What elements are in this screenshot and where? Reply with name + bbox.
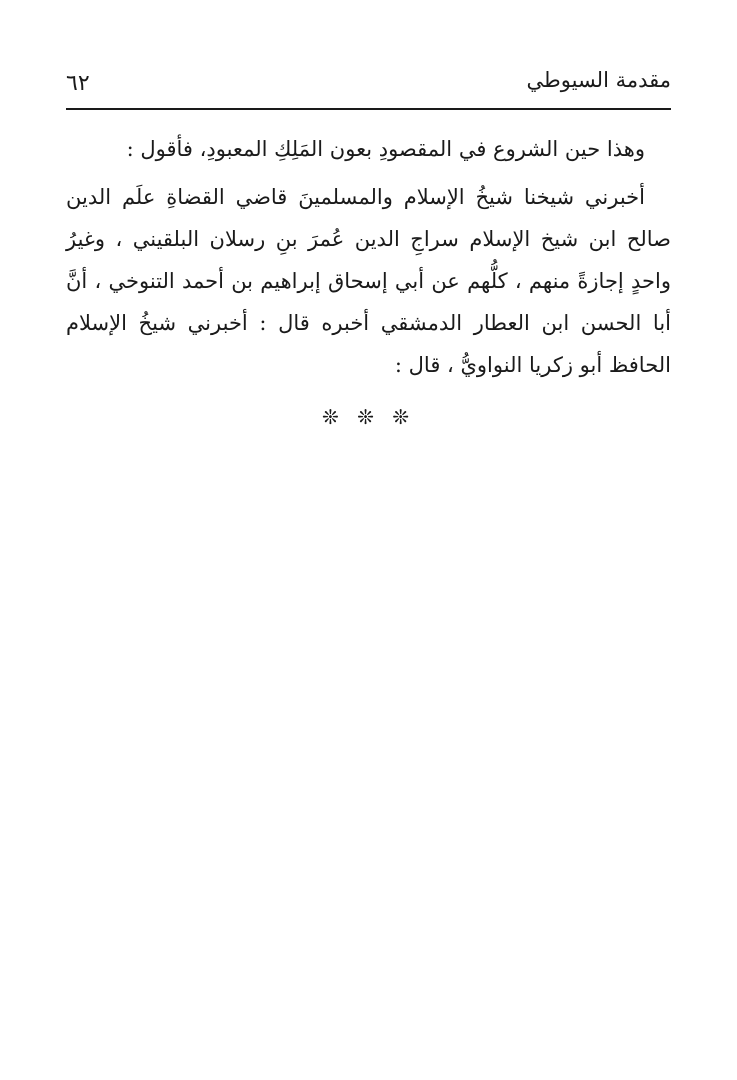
header-rule xyxy=(66,108,671,110)
intro-line: وهذا حين الشروع في المقصودِ بعون المَلِكِ المعبودِ، فأقول : xyxy=(126,137,645,161)
running-header xyxy=(66,60,671,96)
header-title: مقدمة السيوطي xyxy=(526,68,671,92)
body-text xyxy=(66,128,671,386)
page-number: ٦٢ xyxy=(66,71,90,96)
chain-paragraph: أخبرني شيخنا شيخُ الإسلام والمسلمينَ قاضي القضاةِ علَم الدين صالح ابن شيخ الإسلام سراجِ الدين عُمرَ بنِ رسلان البلقيني ، وغيرُ واحدٍ إجازةً منهم ، كلُّهم عن أبي إسحاق إبراهيم بن أحمد التنوخي ، أنَّ أبا الحسن ابن العطار الدمشقي أخبره قال : أخبرني شيخُ الإسلام الحافظ أبو زكريا النواويُّ ، قال : xyxy=(66,185,671,377)
section-separator: ❊ ❊ ❊ xyxy=(322,405,415,429)
